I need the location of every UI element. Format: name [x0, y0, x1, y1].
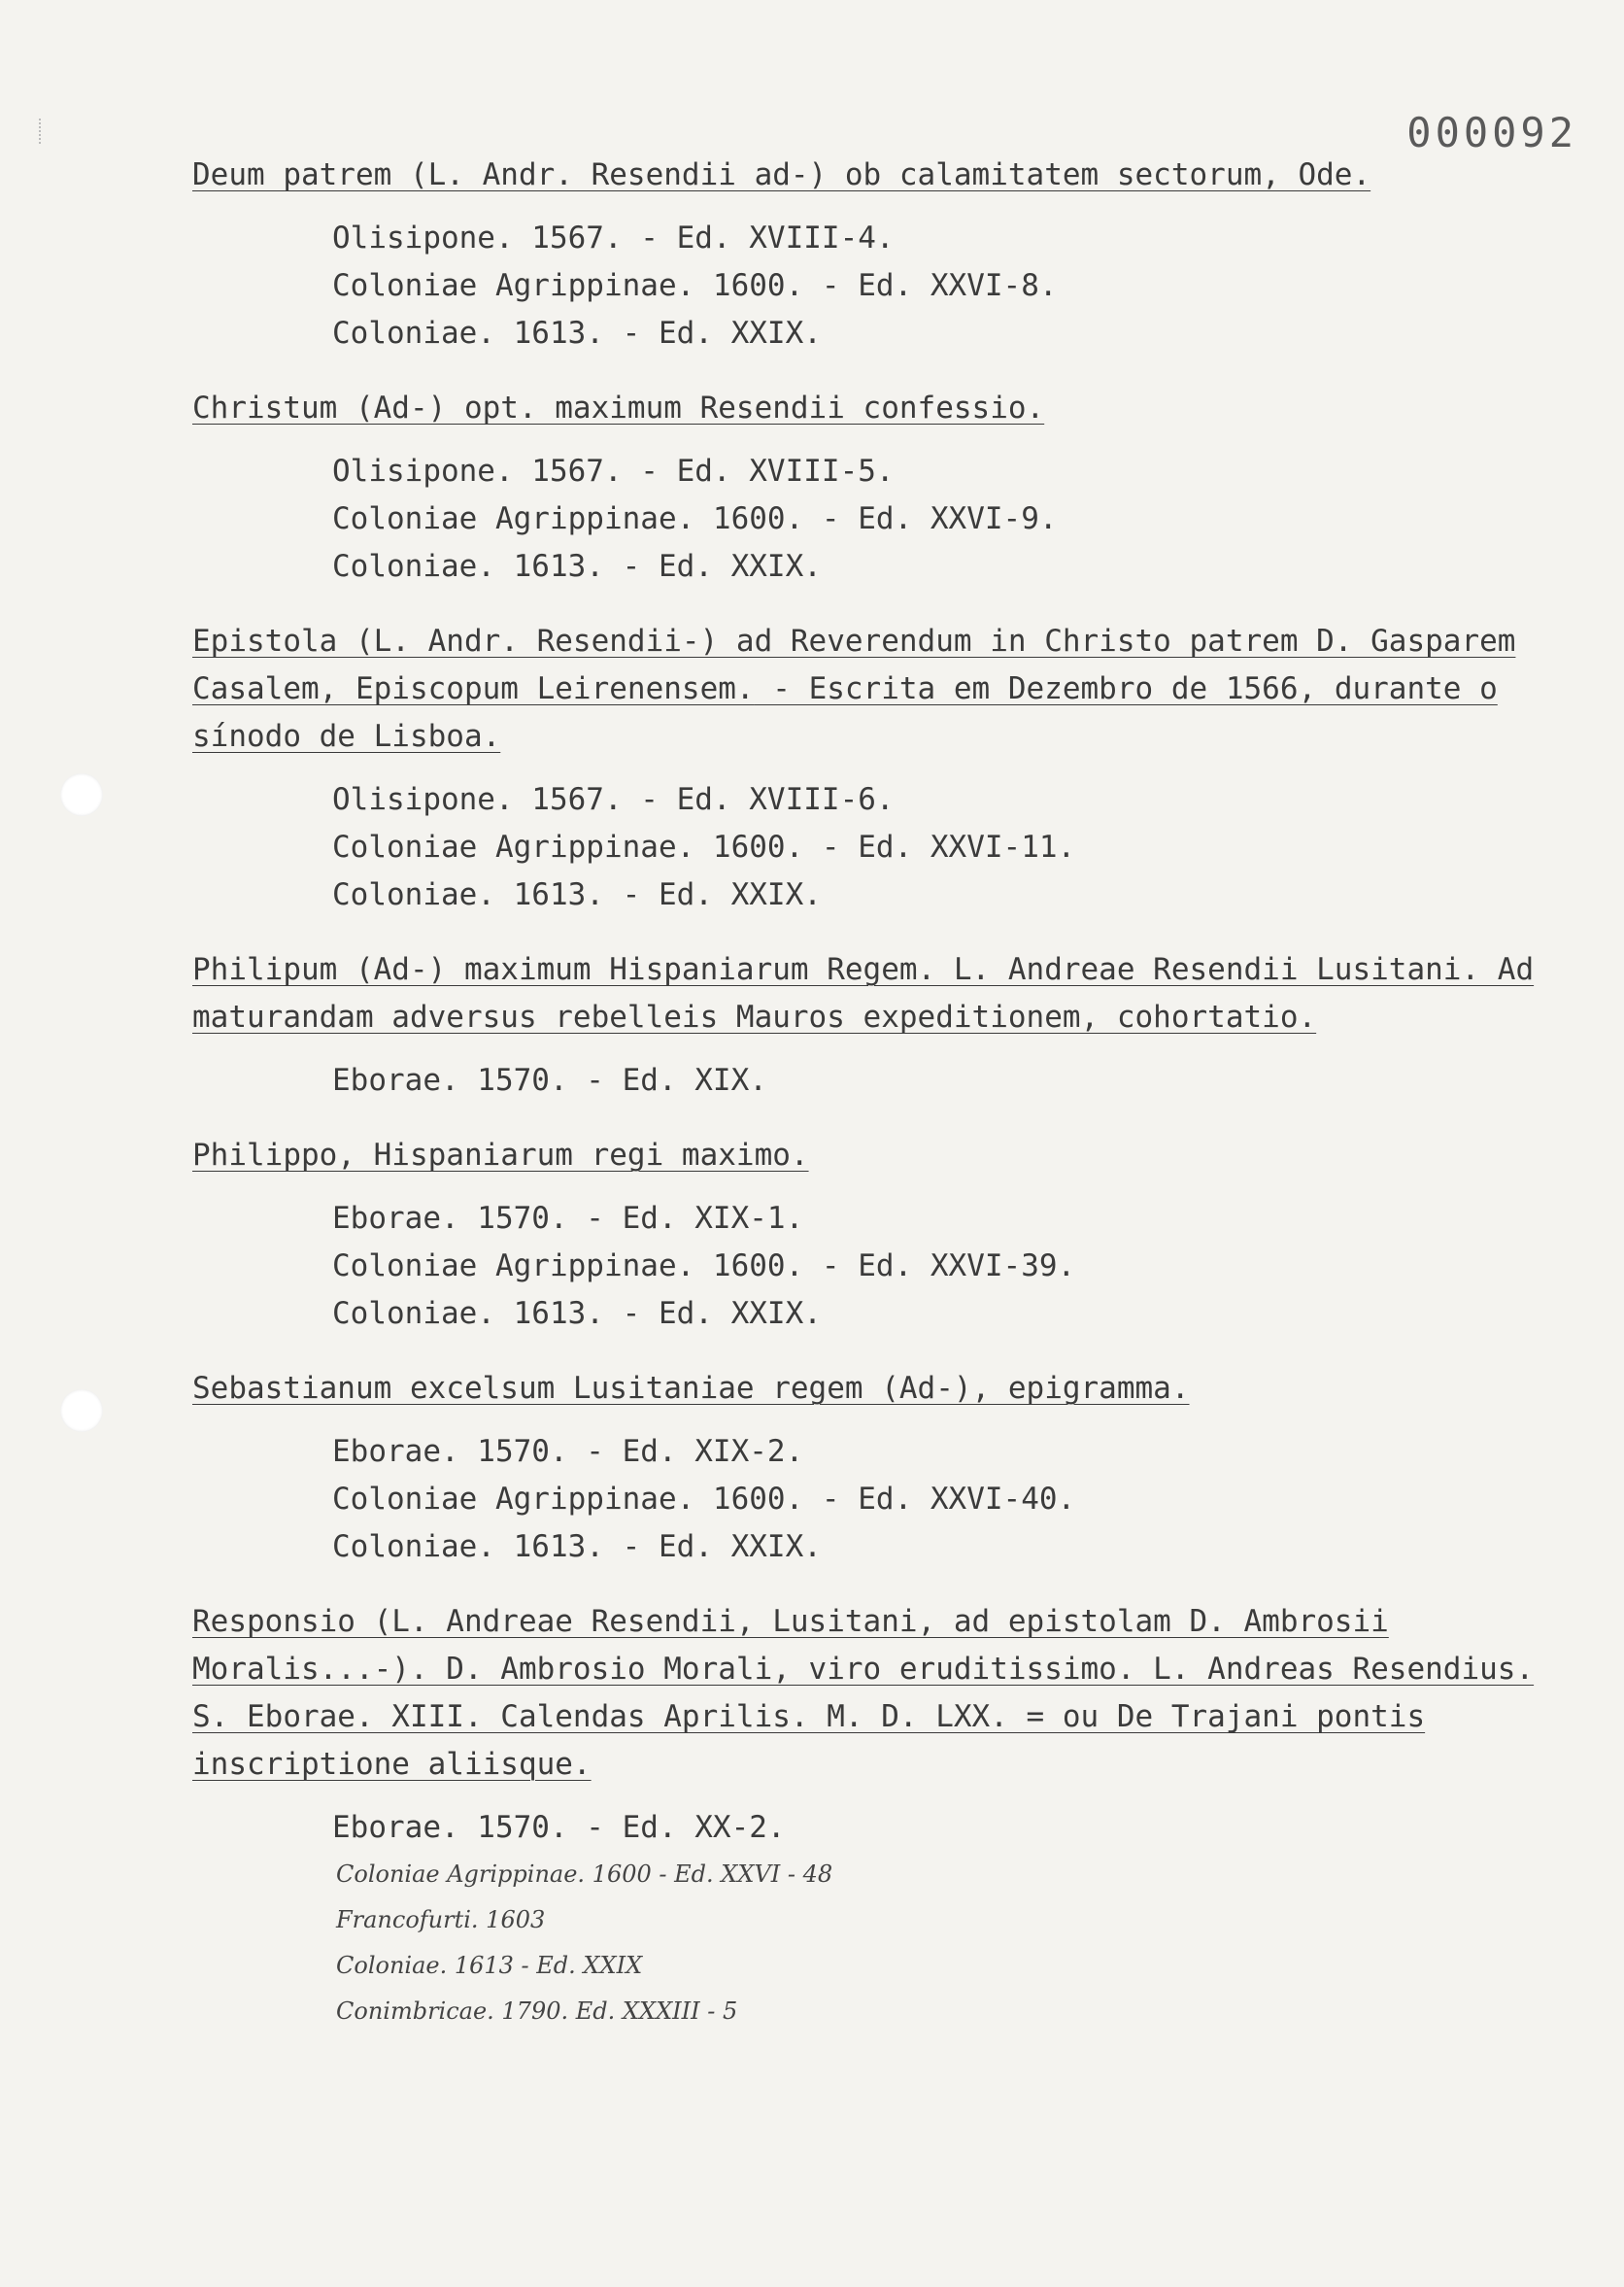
entry [192, 385, 1552, 591]
edition-line: Eborae. 1570. - Ed. XIX-1. [332, 1201, 804, 1236]
edition-line: Coloniae Agrippinae. 1600. - Ed. XXVI-8. [332, 268, 1058, 303]
entry [192, 946, 1552, 1105]
edition-line: Coloniae. 1613. - Ed. XXIX. [332, 1296, 822, 1331]
handwritten-edition-line: Conimbricae. 1790. Ed. XXXIII - 5 [336, 1997, 738, 2025]
edition-line: Coloniae. 1613. - Ed. XXIX. [332, 549, 822, 584]
punch-hole [60, 1389, 103, 1432]
edition-line: Coloniae. 1613. - Ed. XXIX. [332, 1529, 822, 1564]
edition-line: Coloniae Agrippinae. 1600. - Ed. XXVI-11. [332, 830, 1076, 865]
edition-line: Eborae. 1570. - Ed. XIX. [332, 1063, 767, 1098]
entry-title: Sebastianum excelsum Lusitaniae regem (Ad-), epigramma. [192, 1371, 1190, 1406]
entry [192, 152, 1552, 358]
entry-list [192, 152, 1552, 2062]
edition-line: Coloniae. 1613. - Ed. XXIX. [332, 316, 822, 351]
edition-line: Coloniae. 1613. - Ed. XXIX. [332, 877, 822, 912]
entry-note: - Escrita em Dezembro de 1566, durante o sínodo de Lisboa. [192, 671, 1498, 754]
entry-title: Christum (Ad-) opt. maximum Resendii confessio. [192, 391, 1045, 426]
edition-line: Olisipone. 1567. - Ed. XVIII-6. [332, 782, 895, 817]
punch-hole [60, 773, 103, 816]
page-number: 000092 [1406, 109, 1577, 156]
entry-title: Responsio (L. Andreae Resendii, Lusitani, ad epistolam D. Ambrosii Moralis...-). D. Ambrosio Morali, viro eruditissimo. L. Andreas Resendius. S. Eborae. XIII. Calendas Aprilis. M. D. LXX. = ou De Trajani pontis inscriptione aliisque. [192, 1604, 1535, 1782]
entry-title: Philippo, Hispaniarum regi maximo. [192, 1138, 809, 1173]
entry [192, 1132, 1552, 1338]
entry-title [192, 618, 1552, 761]
edition-line: Eborae. 1570. - Ed. XX-2. [332, 1810, 786, 1845]
edition-line: Olisipone. 1567. - Ed. XVIII-5. [332, 454, 895, 489]
entry [192, 1365, 1552, 1571]
entry-title: Deum patrem (L. Andr. Resendii ad-) ob calamitatem sectorum, Ode. [192, 157, 1371, 192]
entry-title: Philipum (Ad-) maximum Hispaniarum Regem. L. Andreae Resendii Lusitani. Ad maturandam adversus rebelleis Mauros expeditionem, cohortatio. [192, 952, 1535, 1035]
entry-title-text: Epistola (L. Andr. Resendii-) ad Reverendum in Christo patrem D. Gasparem Casalem, Episcopum Leirenensem. [192, 624, 1516, 706]
entry [192, 618, 1552, 919]
edition-line: Olisipone. 1567. - Ed. XVIII-4. [332, 221, 895, 256]
edition-line: Coloniae Agrippinae. 1600. - Ed. XXVI-39. [332, 1248, 1076, 1283]
edition-line: Eborae. 1570. - Ed. XIX-2. [332, 1434, 804, 1469]
edition-line: Coloniae Agrippinae. 1600. - Ed. XXVI-9. [332, 501, 1058, 536]
entry [192, 1598, 1552, 2034]
handwritten-edition-line: Coloniae Agrippinae. 1600 - Ed. XXVI - 48 [336, 1860, 833, 1888]
edition-line: Coloniae Agrippinae. 1600. - Ed. XXVI-40. [332, 1482, 1076, 1517]
handwritten-edition-line: Francofurti. 1603 [336, 1906, 546, 1933]
handwritten-edition-line: Coloniae. 1613 - Ed. XXIX [336, 1952, 643, 1979]
margin-mark [39, 119, 47, 144]
